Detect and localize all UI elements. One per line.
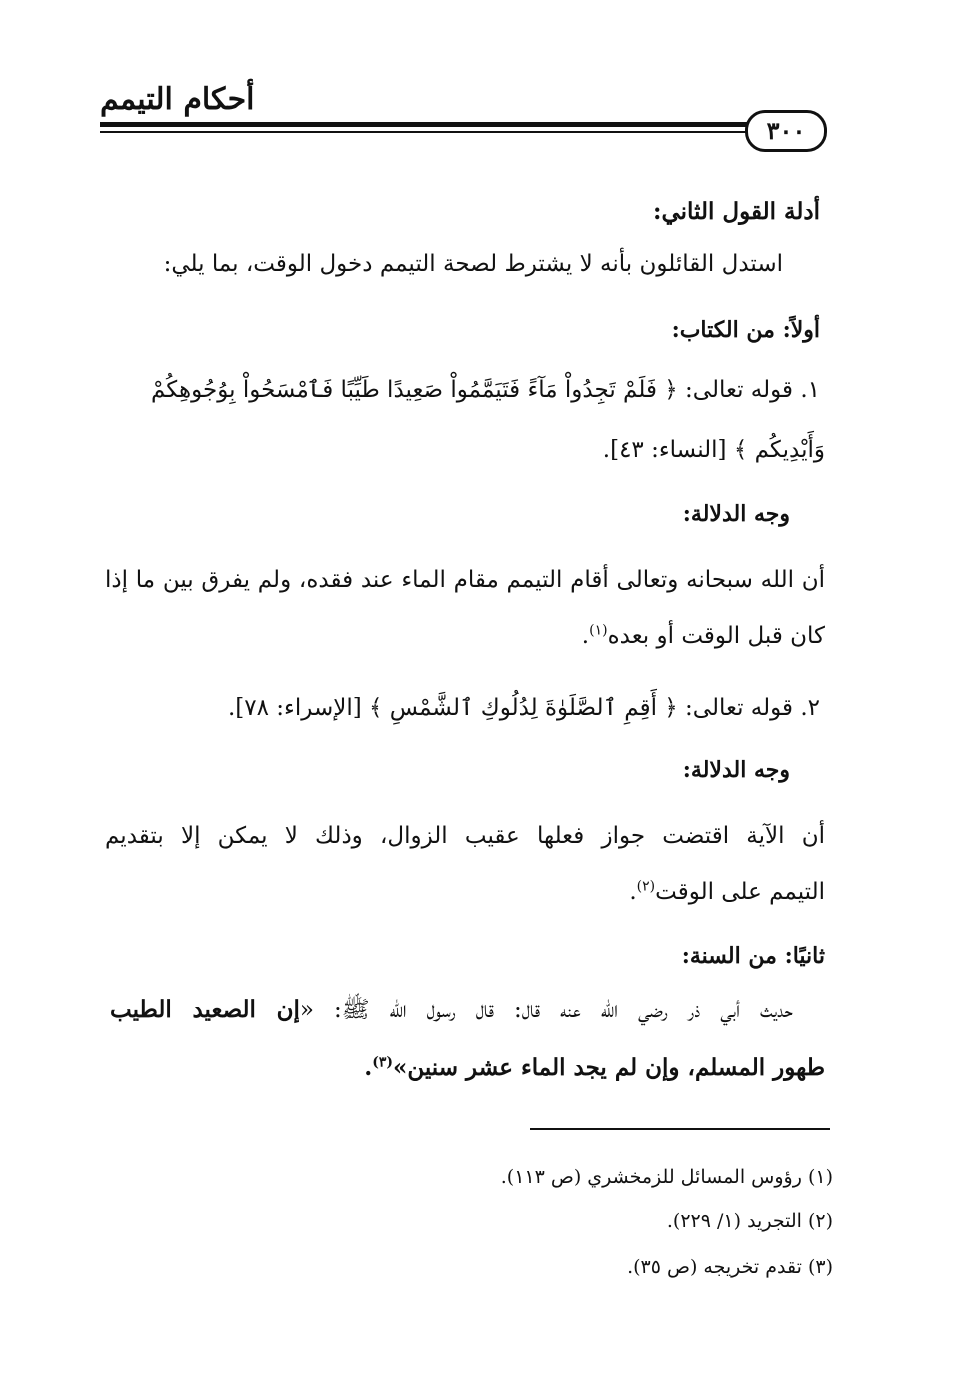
item2-evidence-end: .	[629, 879, 637, 905]
footnote-2-text: التجريد (١/ ٢٢٩).	[666, 1210, 802, 1232]
footnote-ref-2: (٢)	[636, 878, 656, 895]
item2-evidence-line2	[629, 874, 825, 910]
item2-number: ٢.	[800, 695, 820, 721]
hadith-line1	[110, 992, 793, 1028]
header-rule-thick	[100, 122, 750, 127]
hadith-end: .	[364, 1054, 373, 1081]
footnote-ref-3: (٣)	[372, 1054, 393, 1071]
item2-verse: قوله تعالى: ﴿ أَقِمِ ٱلصَّلَوٰةَ لِدُلُوكِ ٱلشَّمْسِ ﴾ [الإسراء: ٧٨].	[227, 695, 794, 721]
item1-evidence-text: كان قبل الوقت أو بعده	[607, 623, 825, 649]
item2-evidence-text: التيمم على الوقت	[655, 879, 825, 905]
hadith-close: »	[392, 1054, 408, 1081]
footnote-1	[501, 1162, 833, 1192]
hadith-intro: حديث أبي ذر رضي الله عنه قال: قال رسول الله ﷺ: «	[299, 997, 793, 1023]
item1-verse-start: قوله تعالى: ﴿ فَلَمْ تَجِدُواْ مَآءً فَتَيَمَّمُواْ صَعِيدًا طَيِّبًا فَٱمْسَحُواْ بِوُجُوهِكُمْ	[150, 377, 794, 403]
item1-evidence-line1: أن الله سبحانه وتعالى أقام التيمم مقام الماء عند فقده، ولم يفرق بين ما إذا	[105, 567, 825, 593]
hadith-text-start: إن الصعيد الطيب	[110, 996, 300, 1023]
part1-heading: أولاً: من الكتاب:	[671, 317, 820, 343]
footnote-1-number: (١)	[807, 1166, 833, 1188]
part2-heading: ثانيًا: من السنة:	[681, 943, 825, 969]
hadith-line2	[364, 1050, 825, 1086]
hadith-text-end: طهور المسلم، وإن لم يجد الماء عشر سنين	[407, 1054, 825, 1081]
page-number: ٣٠٠	[745, 110, 827, 152]
item1-number: ١.	[800, 377, 820, 403]
item2-evidence-label: وجه الدلالة:	[682, 757, 790, 783]
item1-evidence-label: وجه الدلالة:	[682, 501, 790, 527]
footnote-2-number: (٢)	[807, 1210, 833, 1232]
footnote-ref-1: (١)	[589, 622, 608, 639]
footnote-3-number: (٣)	[807, 1256, 833, 1278]
footnote-3	[627, 1252, 833, 1282]
item1-line1	[151, 372, 820, 408]
book-title: أحكام التيمم	[100, 82, 255, 117]
footnote-2	[667, 1206, 833, 1236]
header-rule-thin	[100, 131, 750, 133]
footnote-1-text: رؤوس المسائل للزمخشري (ص ١١٣).	[500, 1166, 802, 1188]
item2-line1	[228, 690, 820, 726]
item1-line2: وَأَيْدِيكُم ﴾ [النساء: ٤٣].	[602, 437, 825, 463]
footnote-separator	[530, 1128, 830, 1130]
intro-paragraph: استدل القائلون بأنه لا يشترط لصحة التيمم دخول الوقت، بما يلي:	[163, 251, 783, 277]
item1-evidence-line2	[582, 618, 825, 654]
item2-evidence-line1: أن الآية اقتضت جواز فعلها عقيب الزوال، وذلك لا يمكن إلا بتقديم	[105, 823, 825, 849]
footnote-3-text: تقدم تخريجه (ص ٣٥).	[627, 1256, 802, 1278]
item1-evidence-end: .	[581, 623, 590, 649]
section-heading: أدلة القول الثاني:	[652, 198, 820, 225]
